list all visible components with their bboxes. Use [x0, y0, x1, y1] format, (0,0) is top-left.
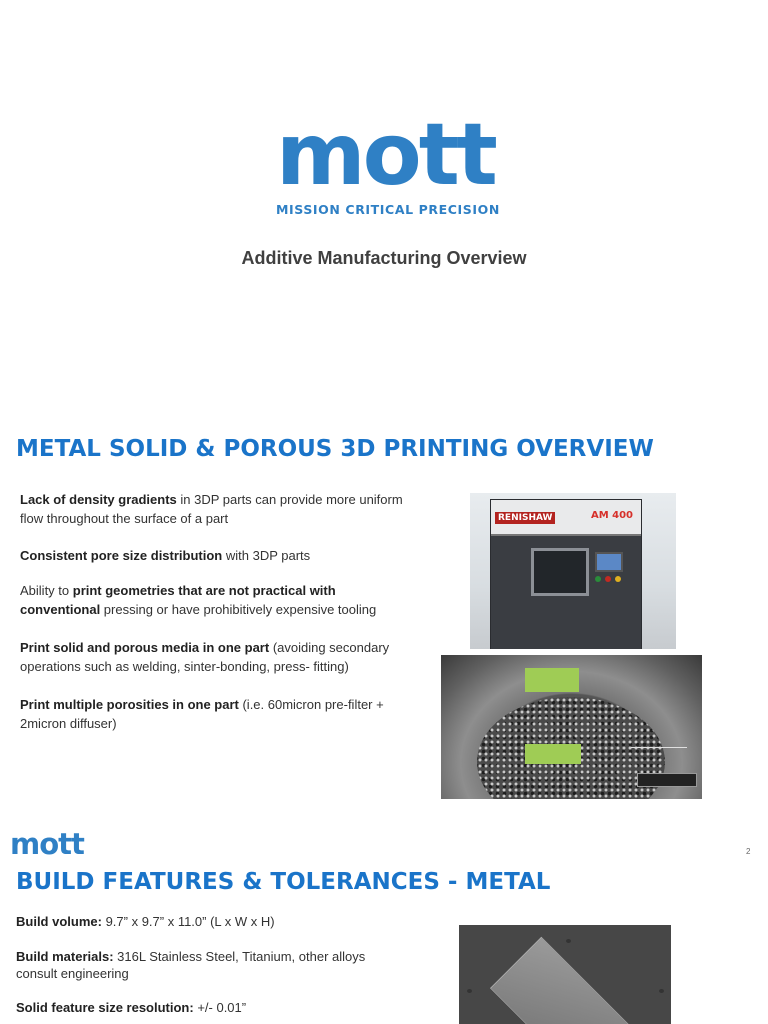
machine-button: [605, 576, 611, 582]
spec-value: 316L Stainless Steel, Titanium, other alloys consult engineering: [16, 949, 366, 981]
plate-hole: [467, 989, 472, 993]
spec-label: Build volume:: [16, 914, 102, 929]
mott-logo: [276, 105, 500, 217]
machine-button: [615, 576, 621, 582]
slide3-heading: BUILD FEATURES & TOLERANCES - METAL: [16, 869, 551, 895]
machine-brand-label: RENISHAW: [495, 512, 555, 524]
machine-screen: [595, 552, 623, 572]
printer-machine: [490, 499, 642, 649]
bullet-multiple-porosities: [20, 695, 412, 733]
bullet-text: (avoiding secondary operations such as welding, sinter-bonding, press- fitting): [20, 640, 390, 674]
slide2-heading: METAL SOLID & POROUS 3D PRINTING OVERVIEW: [16, 436, 654, 462]
spec-build-volume: [16, 913, 396, 930]
machine-model-label: AM 400: [590, 510, 633, 521]
spec-value: 9.7” x 9.7” x 11.0” (L x W x H): [101, 914, 275, 929]
bullet-bold: Consistent pore size distribution: [20, 548, 223, 563]
green-highlight-top: [525, 668, 579, 692]
bullet-text: (i.e. 60micron pre-filter + 2micron diffuser): [20, 697, 384, 731]
machine-button: [595, 576, 601, 582]
mott-logo-small: mott: [10, 827, 84, 861]
bullet-bold: Lack of density gradients: [20, 492, 177, 507]
micrograph-info-box: [637, 773, 697, 787]
bullet-density-gradients: [20, 490, 412, 528]
bullet-text: in 3DP parts can provide more uniform flow throughout the surface of a part: [20, 492, 403, 526]
logo-tagline: MISSION CRITICAL PRECISION: [276, 202, 500, 217]
logo-wordmark: mott: [276, 105, 495, 205]
build-plate: [490, 937, 635, 1024]
plate-hole: [659, 989, 664, 993]
porous-media-micrograph: [441, 655, 702, 799]
spec-feature-resolution: [16, 999, 396, 1016]
bullet-text: pressing or have prohibitively expensive tooling: [100, 602, 377, 617]
scale-bar: [631, 747, 687, 748]
spec-label: Solid feature size resolution:: [16, 1000, 194, 1015]
bullet-bold: Print solid and porous media in one part: [20, 640, 270, 655]
bullet-bold: Print multiple porosities in one part: [20, 697, 239, 712]
bullet-pore-size: [20, 546, 412, 565]
presentation-subtitle: Additive Manufacturing Overview: [241, 248, 527, 268]
spec-build-materials: [16, 948, 396, 982]
page-number: 2: [746, 847, 751, 856]
machine-window: [531, 548, 589, 596]
bullet-solid-porous: [20, 638, 412, 676]
am400-printer-photo: [470, 493, 676, 649]
spec-value: +/- 0.01”: [193, 1000, 247, 1015]
spec-label: Build materials:: [16, 949, 114, 964]
bullet-text: Ability to: [20, 583, 73, 598]
bullet-text: with 3DP parts: [222, 548, 311, 563]
plate-hole: [566, 939, 571, 943]
bullet-bold: print geometries that are not practical with conventional: [20, 583, 336, 617]
build-plate-render: [459, 925, 671, 1024]
green-highlight-bottom: [525, 744, 581, 764]
bullet-geometries: [20, 581, 412, 619]
